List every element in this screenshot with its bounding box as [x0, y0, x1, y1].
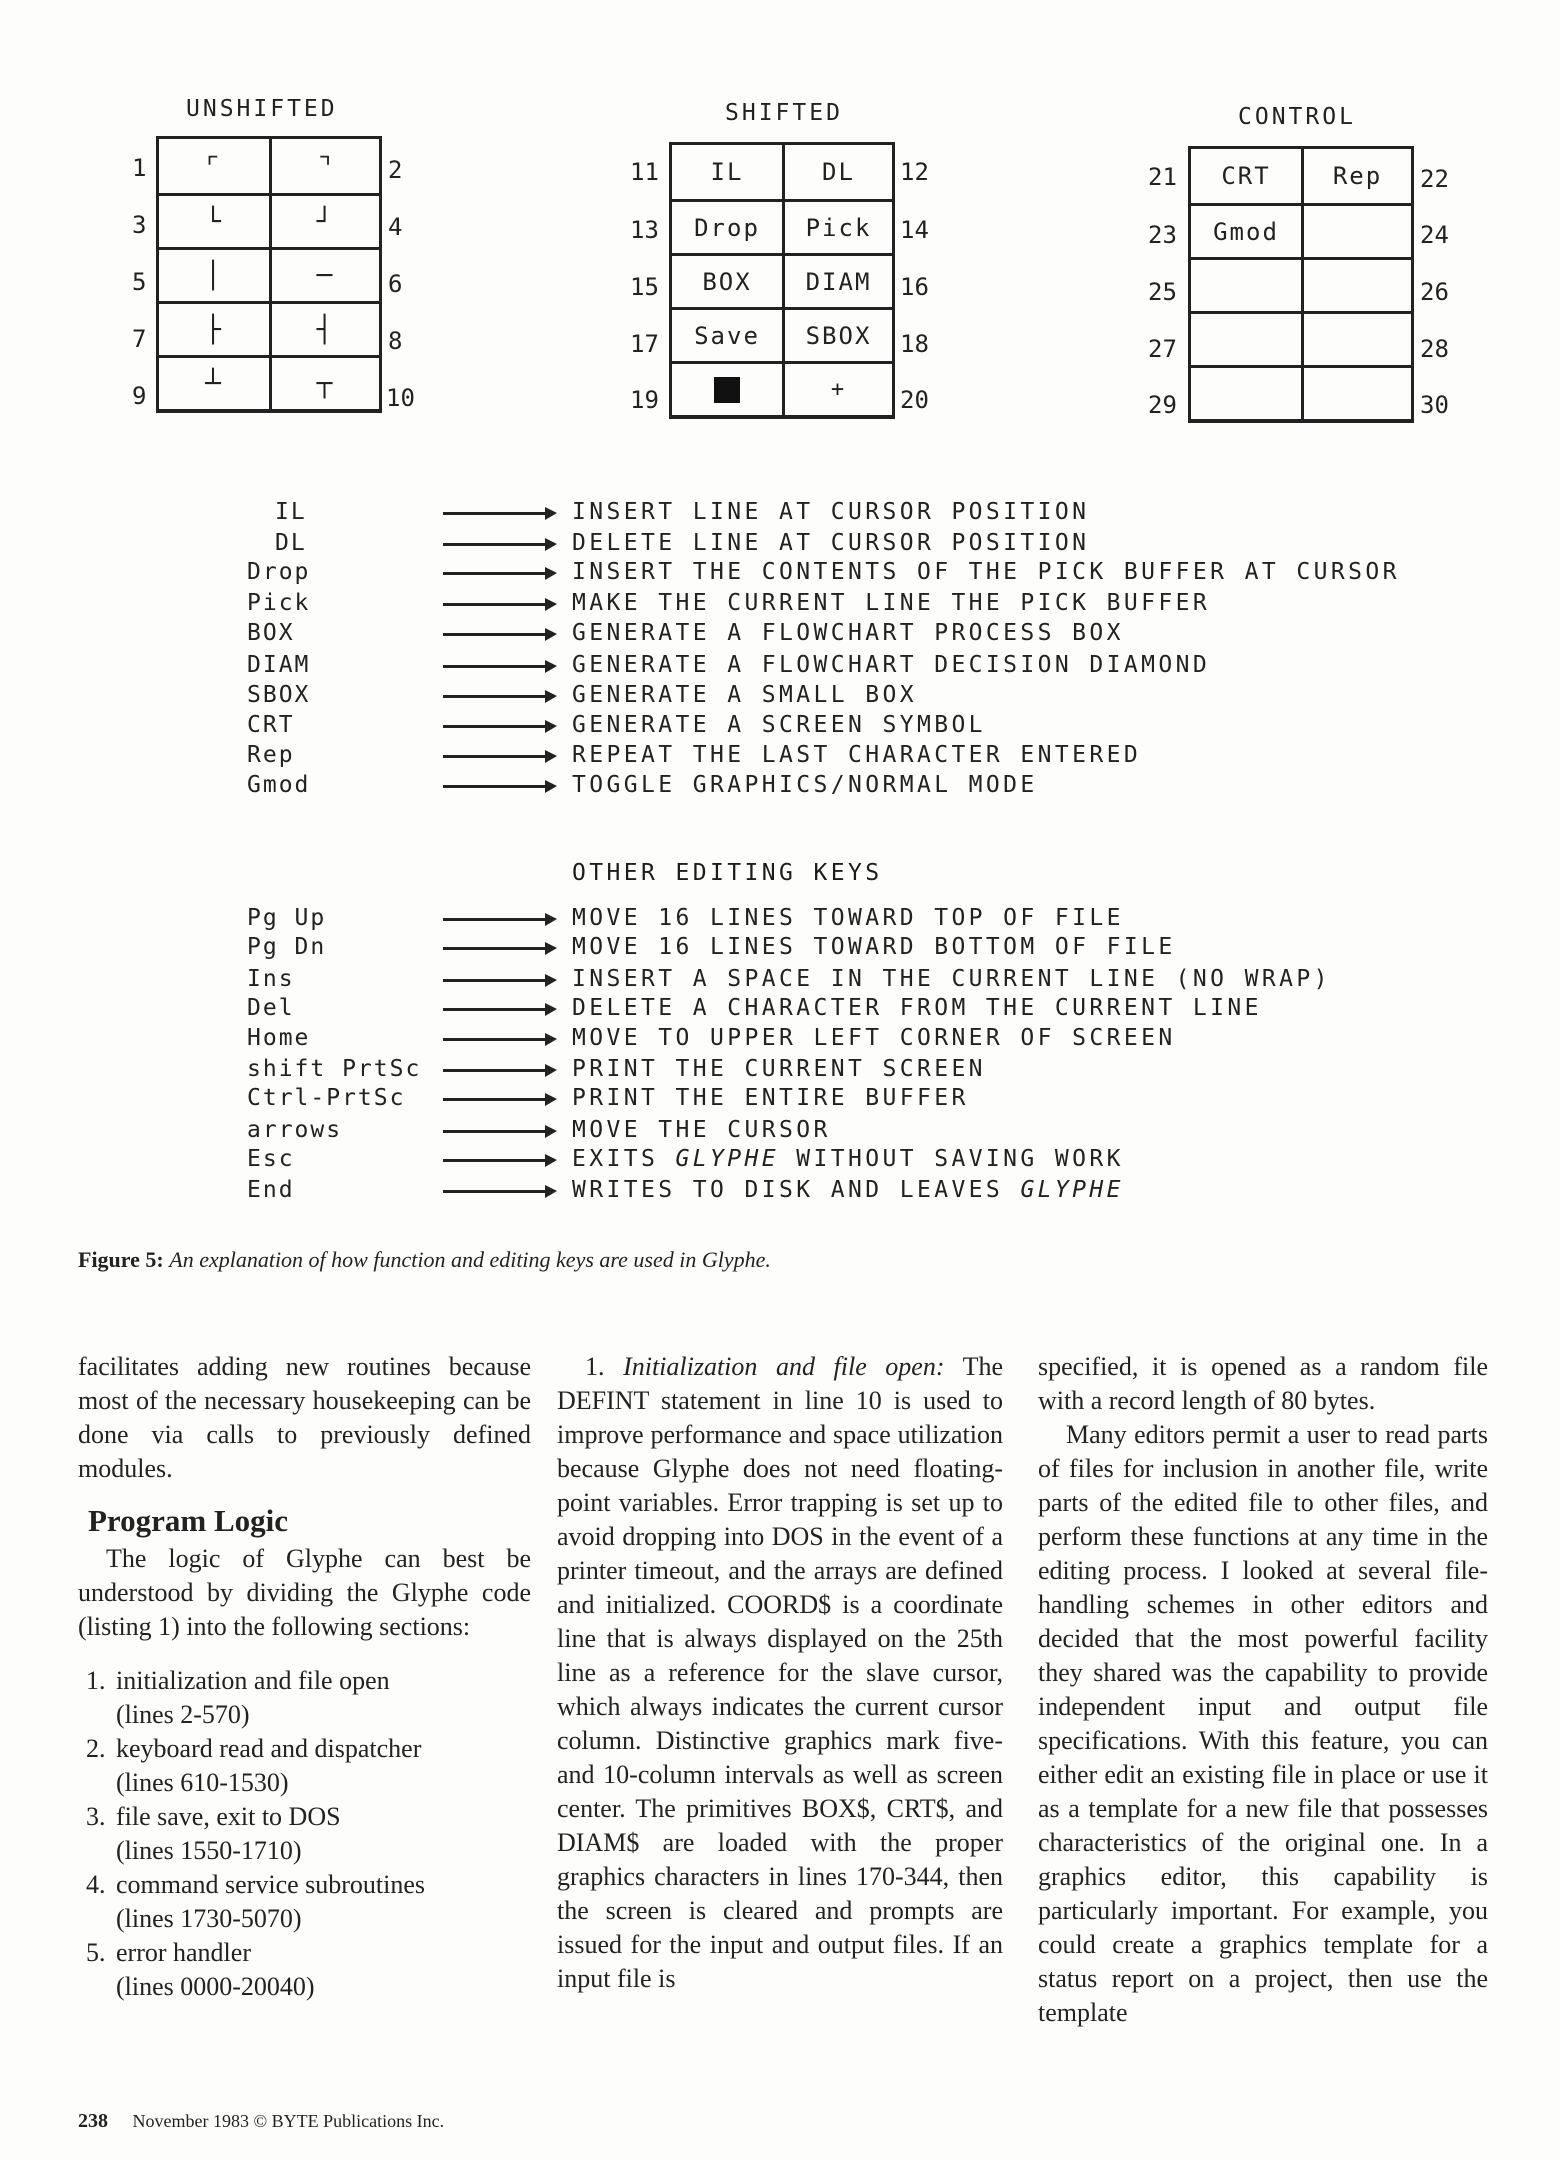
key-6: ─ [269, 250, 379, 301]
section-heading: Program Logic [88, 1503, 289, 1538]
function-key-description: INSERT THE CONTENTS OF THE PICK BUFFER AT CURSOR [572, 559, 1400, 585]
key-number: 7 [132, 325, 147, 353]
key-row [159, 301, 379, 355]
right-arrow-icon [443, 755, 551, 758]
key-number: 3 [132, 211, 147, 239]
publication-line: November 1983 © BYTE Publications Inc. [132, 2111, 445, 2131]
editing-key-label: Ctrl-PrtSc [247, 1085, 406, 1111]
function-key-row [0, 620, 1560, 650]
paragraph: facilitates adding new routines because most of the necessary housekeeping can be done via calls to previously defined modules. [78, 1352, 531, 1483]
key-number: 19 [630, 386, 659, 414]
function-key-label: Rep [247, 742, 295, 768]
right-arrow-icon [443, 1069, 551, 1072]
key-row [672, 253, 892, 307]
key-number: 14 [900, 216, 929, 244]
key-1: ⌜ [205, 151, 223, 181]
key-17: Save [694, 321, 760, 350]
editing-key-description: MOVE TO UPPER LEFT CORNER OF SCREEN [572, 1025, 1176, 1051]
list-item: 2. keyboard read and dispatcher (lines 610-1530) [86, 1734, 422, 1797]
editing-key-label: shift PrtSc [247, 1056, 422, 1082]
right-arrow-icon [443, 1098, 551, 1101]
key-23: Gmod [1213, 217, 1279, 246]
editing-key-label: Pg Up [247, 905, 327, 931]
key-number: 12 [900, 158, 929, 186]
right-arrow-icon [443, 543, 551, 546]
function-key-label: Pick [247, 590, 311, 616]
editing-key-label: Ins [247, 966, 295, 992]
control-title: CONTROL [1238, 104, 1356, 130]
key-13: Drop [694, 213, 760, 242]
solid-block-icon [714, 377, 740, 403]
function-key-row [0, 499, 1560, 529]
key-row [159, 193, 379, 247]
control-keygrid [1188, 146, 1414, 423]
right-arrow-icon [443, 1130, 551, 1133]
key-row [159, 355, 379, 409]
key-number: 8 [388, 327, 403, 355]
paragraph: specified, it is opened as a random file with a record length of 80 bytes. [1038, 1352, 1488, 1415]
function-key-row [0, 682, 1560, 712]
figure-label: Figure 5: [78, 1247, 164, 1272]
function-key-row [0, 772, 1560, 802]
function-key-row [0, 530, 1560, 560]
function-key-description: MAKE THE CURRENT LINE THE PICK BUFFER [572, 590, 1211, 616]
key-5: │ [205, 260, 223, 291]
function-key-row [0, 590, 1560, 620]
editing-key-row [0, 966, 1560, 996]
editing-key-description: PRINT THE ENTIRE BUFFER [572, 1085, 969, 1111]
editing-key-label: Home [247, 1025, 311, 1051]
right-arrow-icon [443, 603, 551, 606]
list-item: 4. command service subroutines (lines 1730-5070) [86, 1870, 426, 1933]
page-number: 238 [78, 2110, 108, 2132]
key-number: 15 [630, 273, 659, 301]
key-number: 5 [132, 268, 147, 296]
editing-key-row [0, 1025, 1560, 1055]
editing-key-label: Esc [247, 1146, 295, 1172]
key-30 [1301, 368, 1411, 419]
key-25 [1191, 260, 1301, 311]
key-number: 28 [1420, 335, 1449, 363]
key-2: ⌝ [269, 139, 379, 193]
editing-key-description: DELETE A CHARACTER FROM THE CURRENT LINE [572, 995, 1262, 1021]
key-number: 30 [1420, 391, 1449, 419]
function-key-description: GENERATE A SMALL BOX [572, 682, 917, 708]
function-key-description: GENERATE A SCREEN SYMBOL [572, 712, 986, 738]
key-row [672, 361, 892, 415]
right-arrow-icon [443, 725, 551, 728]
shifted-keygrid [669, 142, 895, 419]
list-item: 1. initialization and file open (lines 2-570) [86, 1666, 390, 1729]
key-number: 2 [388, 156, 403, 184]
function-key-label: DIAM [247, 652, 311, 678]
editing-key-label: Pg Dn [247, 934, 327, 960]
function-key-description: GENERATE A FLOWCHART PROCESS BOX [572, 620, 1124, 646]
right-arrow-icon [443, 512, 551, 515]
function-key-description: GENERATE A FLOWCHART DECISION DIAMOND [572, 652, 1211, 678]
function-key-description: TOGGLE GRAPHICS/NORMAL MODE [572, 772, 1038, 798]
paragraph: Many editors permit a user to read parts of files for inclusion in another file, write parts of the edited file to other files, and perform these functions at any time in the editing process. I looked at several file-handling schemes in other editors and decided that the most powerful facility they shared was the capability to provide independent input and output file specifications. With this feature, you can either edit an existing file in place or use it as a template for a new file that possesses characteristics of the original one. In a graphics editor, this capability is particularly important. For example, you could create a graphics template for a status report on a project, then use the template [1038, 1420, 1488, 2027]
key-row [672, 307, 892, 361]
unshifted-keygrid [156, 136, 382, 413]
right-arrow-icon [443, 1159, 551, 1162]
function-key-row [0, 712, 1560, 742]
function-key-label: SBOX [247, 682, 311, 708]
editing-key-label: Del [247, 995, 295, 1021]
right-arrow-icon [443, 918, 551, 921]
key-number: 9 [132, 382, 147, 410]
right-arrow-icon [443, 947, 551, 950]
key-number: 10 [386, 384, 415, 412]
key-15: BOX [702, 267, 752, 296]
text-column-1 [78, 1350, 531, 2004]
function-key-description: INSERT LINE AT CURSOR POSITION [572, 499, 1090, 525]
key-16: DIAM [782, 256, 892, 307]
key-row [159, 247, 379, 301]
key-7: ├ [205, 314, 223, 345]
editing-key-row [0, 905, 1560, 935]
key-row [1191, 365, 1411, 419]
right-arrow-icon [443, 979, 551, 982]
key-11: IL [710, 158, 744, 186]
list-item: 3. file save, exit to DOS (lines 1550-1710) [86, 1802, 341, 1865]
key-number: 4 [388, 213, 403, 241]
section-list [78, 1664, 531, 2004]
text-column-2 [557, 1350, 1003, 1996]
key-21: CRT [1221, 162, 1271, 190]
key-number: 22 [1420, 165, 1449, 193]
key-number: 24 [1420, 221, 1449, 249]
key-row [1191, 257, 1411, 311]
function-key-row [0, 652, 1560, 682]
right-arrow-icon [443, 633, 551, 636]
key-number: 6 [388, 270, 403, 298]
key-number: 13 [630, 216, 659, 244]
key-number: 23 [1148, 221, 1177, 249]
key-26 [1301, 260, 1411, 311]
key-18: SBOX [782, 310, 892, 361]
key-number: 26 [1420, 278, 1449, 306]
function-key-label: CRT [247, 712, 295, 738]
key-28 [1301, 314, 1411, 365]
key-10: ┬ [269, 358, 379, 409]
key-4: ┘ [269, 196, 379, 247]
editing-key-description: MOVE 16 LINES TOWARD BOTTOM OF FILE [572, 934, 1176, 960]
key-number: 29 [1148, 391, 1177, 419]
editing-key-row [0, 1146, 1560, 1176]
function-key-row [0, 742, 1560, 772]
right-arrow-icon [443, 1008, 551, 1011]
key-8: ┤ [269, 304, 379, 355]
unshifted-title: UNSHIFTED [186, 96, 338, 122]
editing-key-description: MOVE THE CURSOR [572, 1117, 831, 1143]
key-14: Pick [782, 202, 892, 253]
key-24 [1301, 206, 1411, 257]
function-key-label: IL [275, 499, 307, 525]
right-arrow-icon [443, 1038, 551, 1041]
editing-key-description: EXITS GLYPHE WITHOUT SAVING WORK [572, 1146, 1124, 1172]
paragraph: The logic of Glyphe can best be understood by dividing the Glyphe code (listing 1) into the following sections: [78, 1544, 531, 1641]
key-row [1191, 311, 1411, 365]
key-row [1191, 149, 1411, 203]
function-key-label: BOX [247, 620, 295, 646]
editing-key-row [0, 1177, 1560, 1207]
key-number: 20 [900, 386, 929, 414]
function-key-description: REPEAT THE LAST CHARACTER ENTERED [572, 742, 1142, 768]
page-footer [78, 2110, 444, 2133]
editing-key-description: PRINT THE CURRENT SCREEN [572, 1056, 986, 1082]
key-number: 21 [1148, 163, 1177, 191]
right-arrow-icon [443, 665, 551, 668]
right-arrow-icon [443, 695, 551, 698]
key-12: DL [782, 145, 892, 199]
key-9: ┴ [205, 368, 223, 399]
right-arrow-icon [443, 1190, 551, 1193]
right-arrow-icon [443, 785, 551, 788]
function-key-label: Gmod [247, 772, 311, 798]
editing-key-description: WRITES TO DISK AND LEAVES GLYPHE [572, 1177, 1124, 1203]
function-key-label: Drop [247, 559, 311, 585]
key-row [1191, 203, 1411, 257]
key-row [672, 145, 892, 199]
key-row [672, 199, 892, 253]
key-number: 27 [1148, 335, 1177, 363]
editing-key-description: INSERT A SPACE IN THE CURRENT LINE (NO WRAP) [572, 966, 1331, 992]
other-editing-keys-heading: OTHER EDITING KEYS [572, 860, 883, 886]
key-row [159, 139, 379, 193]
editing-key-description: MOVE 16 LINES TOWARD TOP OF FILE [572, 905, 1124, 931]
key-27 [1191, 314, 1301, 365]
key-number: 17 [630, 330, 659, 358]
figure-caption-text: An explanation of how function and editing keys are used in Glyphe. [169, 1247, 771, 1272]
key-22: Rep [1301, 149, 1411, 203]
key-3: └ [205, 206, 223, 237]
key-number: 11 [630, 158, 659, 186]
editing-key-row [0, 995, 1560, 1025]
key-number: 25 [1148, 278, 1177, 306]
function-key-row [0, 559, 1560, 589]
editing-key-row [0, 1085, 1560, 1115]
list-item: 5. error handler (lines 0000-20040) [86, 1938, 315, 2001]
key-number: 1 [132, 154, 147, 182]
key-19 [672, 364, 782, 415]
key-number: 18 [900, 330, 929, 358]
function-key-description: DELETE LINE AT CURSOR POSITION [572, 530, 1090, 556]
figure-caption [78, 1247, 771, 1273]
key-20: + [782, 364, 892, 415]
editing-key-row [0, 1117, 1560, 1147]
paragraph: 1. Initialization and file open: The DEFINT statement in line 10 is used to improve performance and space utilization because Glyphe does not need floating-point variables. Error trapping is set up to avoid dropping into DOS in the event of a printer timeout, and the arrays are defined and initialized. COORD$ is a coordinate line that is always displayed on the 25th line as a reference for the slave cursor, which always indicates the current cursor column. Distinctive graphics mark five- and 10-column intervals as well as screen center. The primitives BOX$, CRT$, and DIAM$ are loaded with the proper graphics characters in lines 170-344, then the screen is cleared and prompts are issued for the input and output files. If an input file is [557, 1352, 1003, 1993]
key-29 [1191, 368, 1301, 419]
editing-key-row [0, 1056, 1560, 1086]
function-key-label: DL [275, 530, 307, 556]
shifted-title: SHIFTED [725, 100, 843, 126]
right-arrow-icon [443, 572, 551, 575]
editing-key-label: End [247, 1177, 295, 1203]
text-column-3 [1038, 1350, 1488, 2030]
editing-key-row [0, 934, 1560, 964]
key-number: 16 [900, 273, 929, 301]
editing-key-label: arrows [247, 1117, 343, 1143]
